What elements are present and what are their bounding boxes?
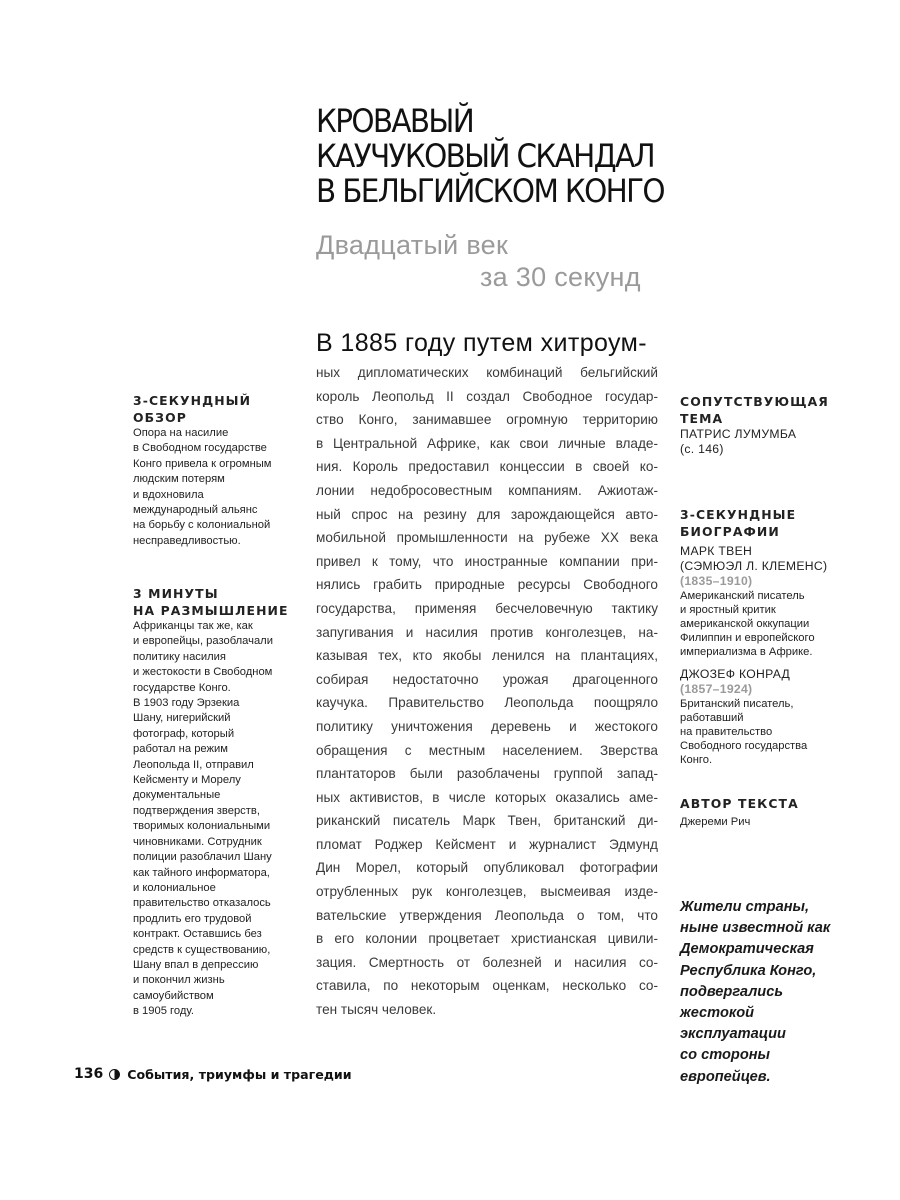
text-line: на правительство: [680, 726, 773, 738]
title-line: КРОВАВЫЙ: [316, 102, 474, 140]
text-line: В 1903 году Эрзекиа: [133, 697, 240, 710]
bio-name: ДЖОЗЕФ КОНРАД: [680, 667, 791, 681]
page-number: 136: [74, 1066, 104, 1082]
related-heading: [680, 393, 870, 427]
body-line: ный спрос на резину для зарождающейся авто-: [316, 506, 658, 522]
body-line: ных активистов, в числе которых оказались аме-: [316, 789, 658, 805]
text-line: Конго.: [680, 754, 713, 766]
body-line: ставила, по некоторым оценкам, несколько со-: [316, 978, 658, 994]
body-line: вательские утверждения Леопольда о том, что: [316, 907, 658, 923]
text-line: правительство отказалось: [133, 897, 271, 910]
reflection-section: [133, 585, 298, 1020]
body-line: риканский писатель Марк Твен, британский ди-: [316, 813, 658, 829]
text-line: политику насилия: [133, 650, 226, 663]
caption-line: подвергались: [680, 983, 783, 1000]
image-caption: [680, 897, 880, 1088]
body-line: в его колонии процветает христианская цивили-: [316, 931, 658, 947]
body-line: ство Конго, занимавшее огромную территорию: [316, 412, 658, 428]
bio-years: (1835–1910): [680, 574, 753, 588]
text-line: как тайного информатора,: [133, 866, 270, 879]
body-line: король Леопольд II создал Свободное государ-: [316, 388, 658, 404]
caption-line: Демократическая: [680, 941, 814, 958]
text-line: и вдохновила: [133, 488, 204, 501]
related-link[interactable]: ПАТРИС ЛУМУМБА: [680, 427, 797, 441]
text-line: документальные: [133, 789, 221, 802]
section-title: События, триумфы и трагедии: [127, 1066, 352, 1082]
related-text: [680, 427, 870, 457]
page-title: [316, 104, 739, 209]
text-line: и жестокости в Свободном: [133, 666, 273, 679]
reflection-heading: [133, 585, 298, 619]
text-line: Британский писатель,: [680, 698, 794, 710]
text-line: Кейсменту и Морелу: [133, 774, 241, 787]
text-line: Шану, нигерийский: [133, 712, 231, 725]
body-line: в Центральной Африке, как свои личные владе-: [316, 435, 658, 451]
body-line: запугивания и насилия против конголезцев, на-: [316, 624, 658, 640]
body-line: казывая тех, кто якобы ленился на плантациях,: [316, 648, 658, 664]
overview-heading: [133, 392, 298, 426]
body-line: пломат Роджер Кейсмент и журналист Эдмунд: [316, 836, 658, 852]
text-line: в Свободном государстве: [133, 442, 267, 455]
bio-name: (СЭМЮЭЛ Л. КЛЕМЕНС): [680, 559, 828, 573]
body-line: собирая недостаточно урожая драгоценного: [316, 671, 658, 687]
body-line: тен тысяч человек.: [316, 1002, 437, 1018]
main-text: [316, 361, 658, 1022]
text-line: средств к существованию,: [133, 943, 271, 956]
heading-line: ТЕМА: [680, 411, 724, 426]
body-line: каучука. Правительство Леопольда поощряло: [316, 695, 658, 711]
text-line: фотограф, который: [133, 727, 235, 740]
body-line: обращения с местным населением. Зверства: [316, 742, 658, 758]
text-line: работал на режим: [133, 743, 228, 756]
text-line: международный альянс: [133, 504, 258, 517]
caption-line: со стороны: [680, 1047, 771, 1064]
title-line: В БЕЛЬГИЙСКОМ КОНГО: [316, 172, 664, 210]
body-line: отрубленных рук конголезцев, высмеивая изде-: [316, 884, 658, 900]
text-line: империализма в Африке.: [680, 646, 813, 658]
text-line: полиции разоблачил Шану: [133, 851, 272, 864]
text-line: Леопольда II, отправил: [133, 758, 254, 771]
text-line: продлить его трудовой: [133, 912, 252, 925]
subtitle-line-1: Двадцатый век: [316, 230, 509, 260]
body-line: зация. Смертность от болезней и насилия со-: [316, 954, 658, 970]
author-name: Джереми Рич: [680, 816, 751, 828]
text-line: государстве Конго.: [133, 681, 231, 694]
title-line: КАУЧУКОВЫЙ СКАНДАЛ: [316, 137, 654, 175]
bios-heading: [680, 506, 870, 540]
body-line: лонии недобросовестным компаниям. Ажиотаж-: [316, 482, 658, 498]
text-line: контракт. Оставшись без: [133, 928, 262, 941]
related-topic-section: [680, 393, 870, 457]
text-line: и яростный критик: [680, 604, 776, 616]
related-page-ref: (с. 146): [680, 442, 724, 456]
body-line: государства, применяя бесчеловечную тактику: [316, 600, 658, 616]
text-line: подтверждения зверств,: [133, 804, 260, 817]
reflection-text: [133, 619, 298, 1020]
text-line: и европейцы, разоблачали: [133, 635, 273, 648]
body-line: политику уничтожения деревень и жестокого: [316, 718, 658, 734]
text-line: Шану впал в депрессию: [133, 958, 259, 971]
body-line: ния. Король предоставил концессии в своей ко-: [316, 459, 658, 475]
bio-description: [680, 589, 870, 659]
text-line: и колониальное: [133, 881, 216, 894]
caption-line: европейцев.: [680, 1068, 771, 1085]
overview-text: [133, 426, 298, 549]
body-line: мобильной промышленности на рубеже XX века: [316, 530, 658, 546]
lead-text: В 1885 году путем хитроум-: [316, 329, 647, 357]
body-line: ных дипломатических комбинаций бельгийский: [316, 365, 658, 380]
bio-description: [680, 697, 870, 767]
caption-line: жестокой: [680, 1005, 755, 1022]
heading-line: БИОГРАФИИ: [680, 524, 780, 539]
text-line: и покончил жизнь: [133, 974, 225, 987]
text-line: Опора на насилие: [133, 427, 229, 439]
text-line: американской оккупации: [680, 618, 810, 630]
text-line: Свободного государства: [680, 740, 808, 752]
text-line: Африканцы так же, как: [133, 620, 253, 632]
text-line: на борьбу с колониальной: [133, 519, 271, 532]
heading-line: НА РАЗМЫШЛЕНИЕ: [133, 603, 289, 618]
half-circle-icon: [109, 1069, 120, 1080]
heading-line: ОБЗОР: [133, 410, 187, 425]
text-line: творимых колониальными: [133, 820, 271, 833]
text-line: несправедливостью.: [133, 534, 241, 547]
text-line: самоубийством: [133, 989, 214, 1002]
text-line: Филиппин и европейского: [680, 632, 815, 644]
page-footer: [74, 1066, 352, 1082]
caption-line: ныне известной как: [680, 920, 831, 937]
heading-line: 3-СЕКУНДНЫЕ: [680, 507, 797, 522]
text-line: людским потерям: [133, 473, 225, 486]
biographies-section: [680, 506, 870, 767]
body-line: плантаторов были разоблачены группой запад-: [316, 766, 658, 782]
overview-section: [133, 392, 298, 549]
heading-line: СОПУТСТВУЮЩАЯ: [680, 394, 829, 409]
text-line: работавший: [680, 712, 744, 724]
text-line: чиновниками. Сотрудник: [133, 835, 262, 848]
bio-name: МАРК ТВЕН: [680, 544, 753, 558]
body-line: нялись грабить природные ресурсы Свободного: [316, 577, 658, 593]
author-heading: АВТОР ТЕКСТА: [680, 796, 799, 811]
bio-entry: [680, 667, 870, 767]
caption-line: Жители страны,: [680, 899, 810, 915]
text-line: Американский писатель: [680, 590, 805, 602]
heading-line: 3-СЕКУНДНЫЙ: [133, 393, 252, 408]
body-line: Дин Морел, который опубликовал фотографии: [316, 860, 658, 876]
caption-line: эксплуатации: [680, 1026, 786, 1043]
bio-entry: [680, 544, 870, 659]
author-section: [680, 795, 870, 830]
heading-line: 3 МИНУТЫ: [133, 586, 219, 601]
subtitle-line-2: за 30 секунд: [480, 262, 641, 292]
bio-years: (1857–1924): [680, 682, 753, 696]
body-line: привел к тому, что иностранные компании при-: [316, 553, 658, 569]
text-line: в 1905 году.: [133, 1005, 194, 1018]
text-line: Конго привела к огромным: [133, 457, 272, 470]
caption-line: Республика Конго,: [680, 962, 817, 979]
